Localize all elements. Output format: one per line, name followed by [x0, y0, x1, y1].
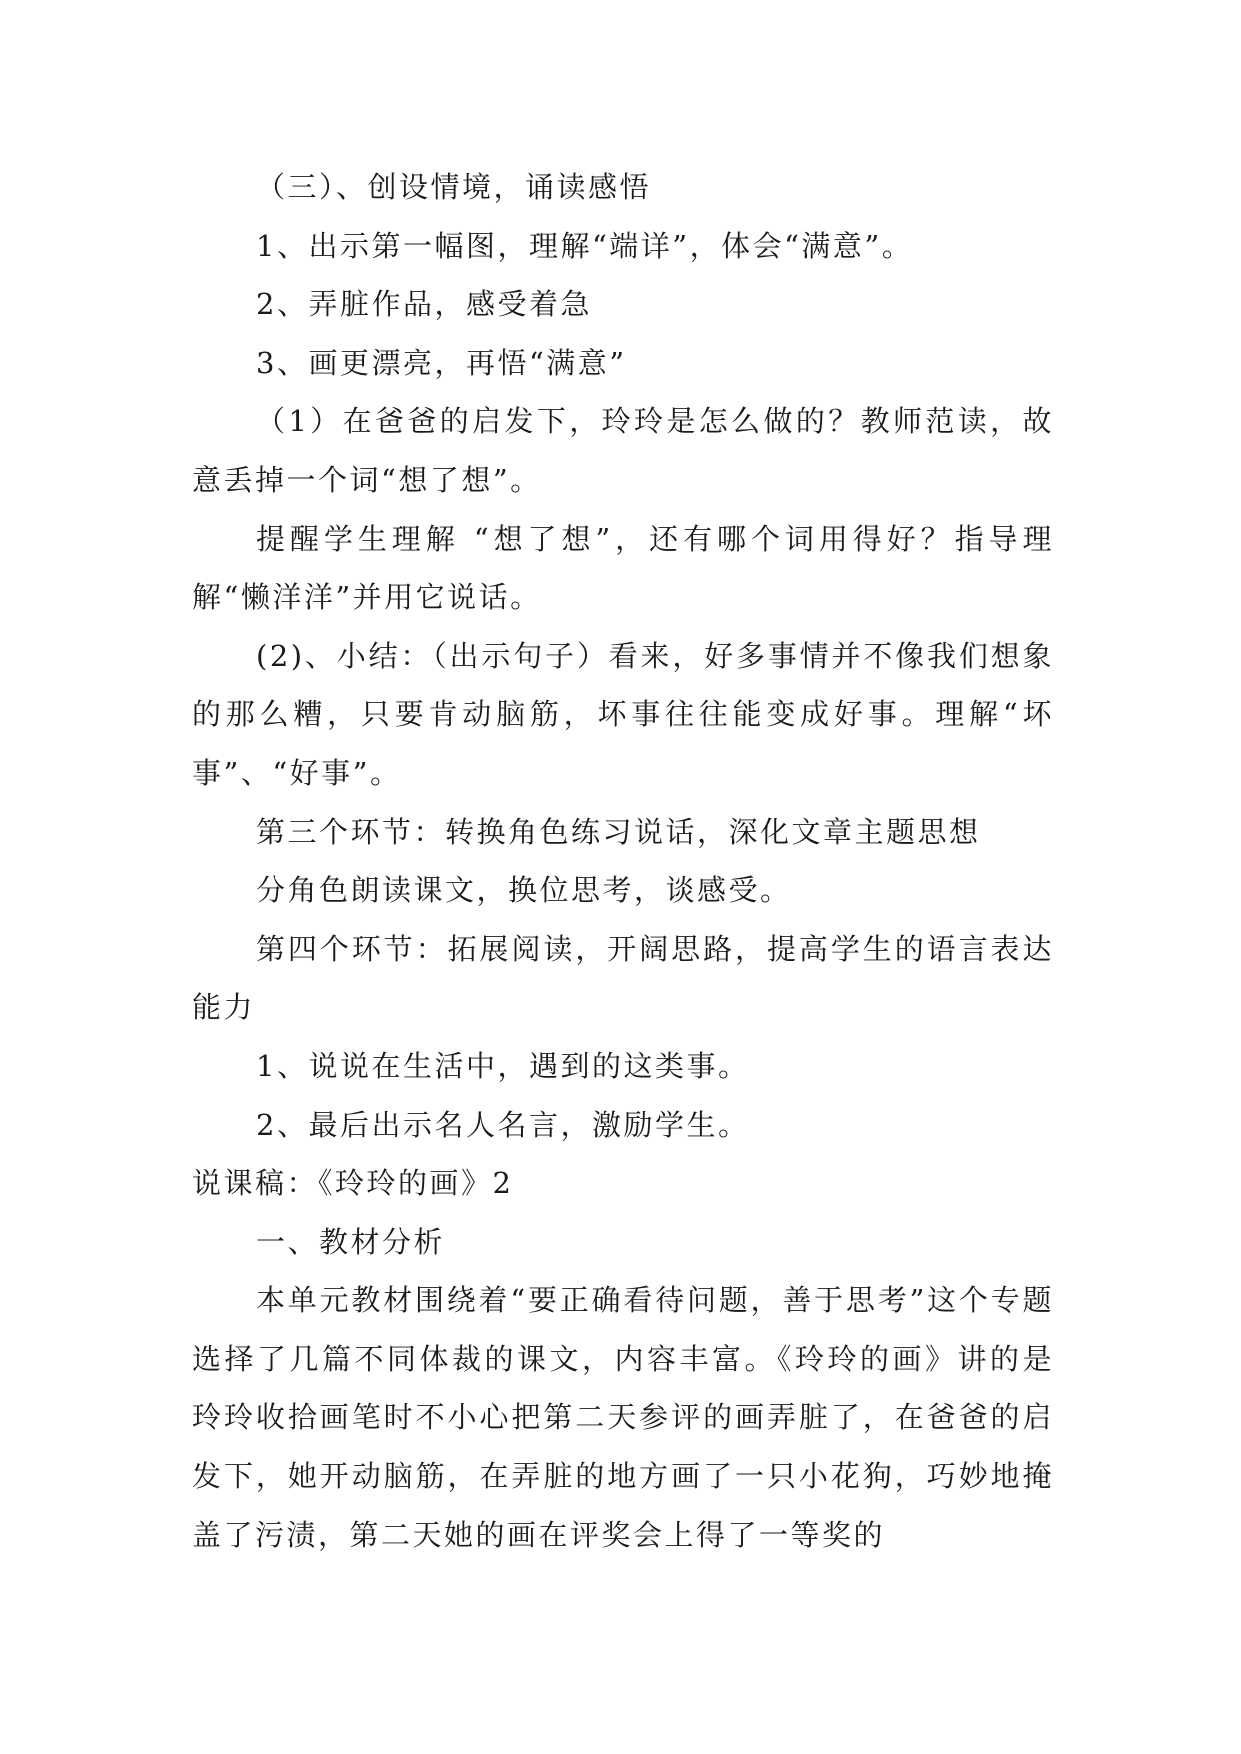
section-heading-fourth-step: 第四个环节：拓展阅读，开阔思路，提高学生的语言表达能力: [192, 931, 1054, 1025]
section-heading-material-analysis: 一、教材分析: [256, 1224, 446, 1259]
body-paragraph: 本单元教材围绕着“要正确看待问题，善于思考”这个专题选择了几篇不同体裁的课文，内容丰富。《玲玲的画》讲的是玲玲收拾画笔时不小心把第二天参评的画弄脏了，在爸爸的启发下，她开动脑筋，在弄脏的地方画了一只小花狗，巧妙地掩盖了污渍，第二天她的画在评奖会上得了一等奖的: [192, 1283, 1054, 1552]
section-heading-third-step: 第三个环节：转换角色练习说话，深化文章主题思想: [256, 814, 981, 849]
body-paragraph: （1）在爸爸的启发下，玲玲是怎么做的？教师范读，故意丢掉一个词“想了想”。: [192, 404, 1054, 497]
section-heading-create-situation: （三）、创设情境，诵读感悟: [256, 170, 652, 204]
body-paragraph: 提醒学生理解 “想了想”，还有哪个词用得好？指导理解“懒洋洋”并用它说话。: [192, 521, 1054, 615]
list-item-paragraph: 3、画更漂亮，再悟“满意”: [256, 345, 627, 380]
list-item-paragraph: 1、出示第一幅图，理解“端详”，体会“满意”。: [256, 228, 914, 263]
list-item-paragraph: 2、最后出示名人名言，激励学生。: [256, 1107, 750, 1142]
document-title: 说课稿：《玲玲的画》2: [192, 1166, 514, 1201]
list-item-paragraph: 1、说说在生活中，遇到的这类事。: [256, 1048, 750, 1083]
document-body: [192, 158, 1054, 1564]
list-item-paragraph: 2、弄脏作品，感受着急: [256, 287, 592, 322]
body-paragraph: (2)、小结：（出示句子）看来，好多事情并不像我们想象的那么糟，只要肯动脑筋，坏事往往能变成好事。理解“坏事”、“好事”。: [192, 638, 1054, 790]
body-paragraph: 分角色朗读课文，换位思考，谈感受。: [256, 873, 792, 908]
